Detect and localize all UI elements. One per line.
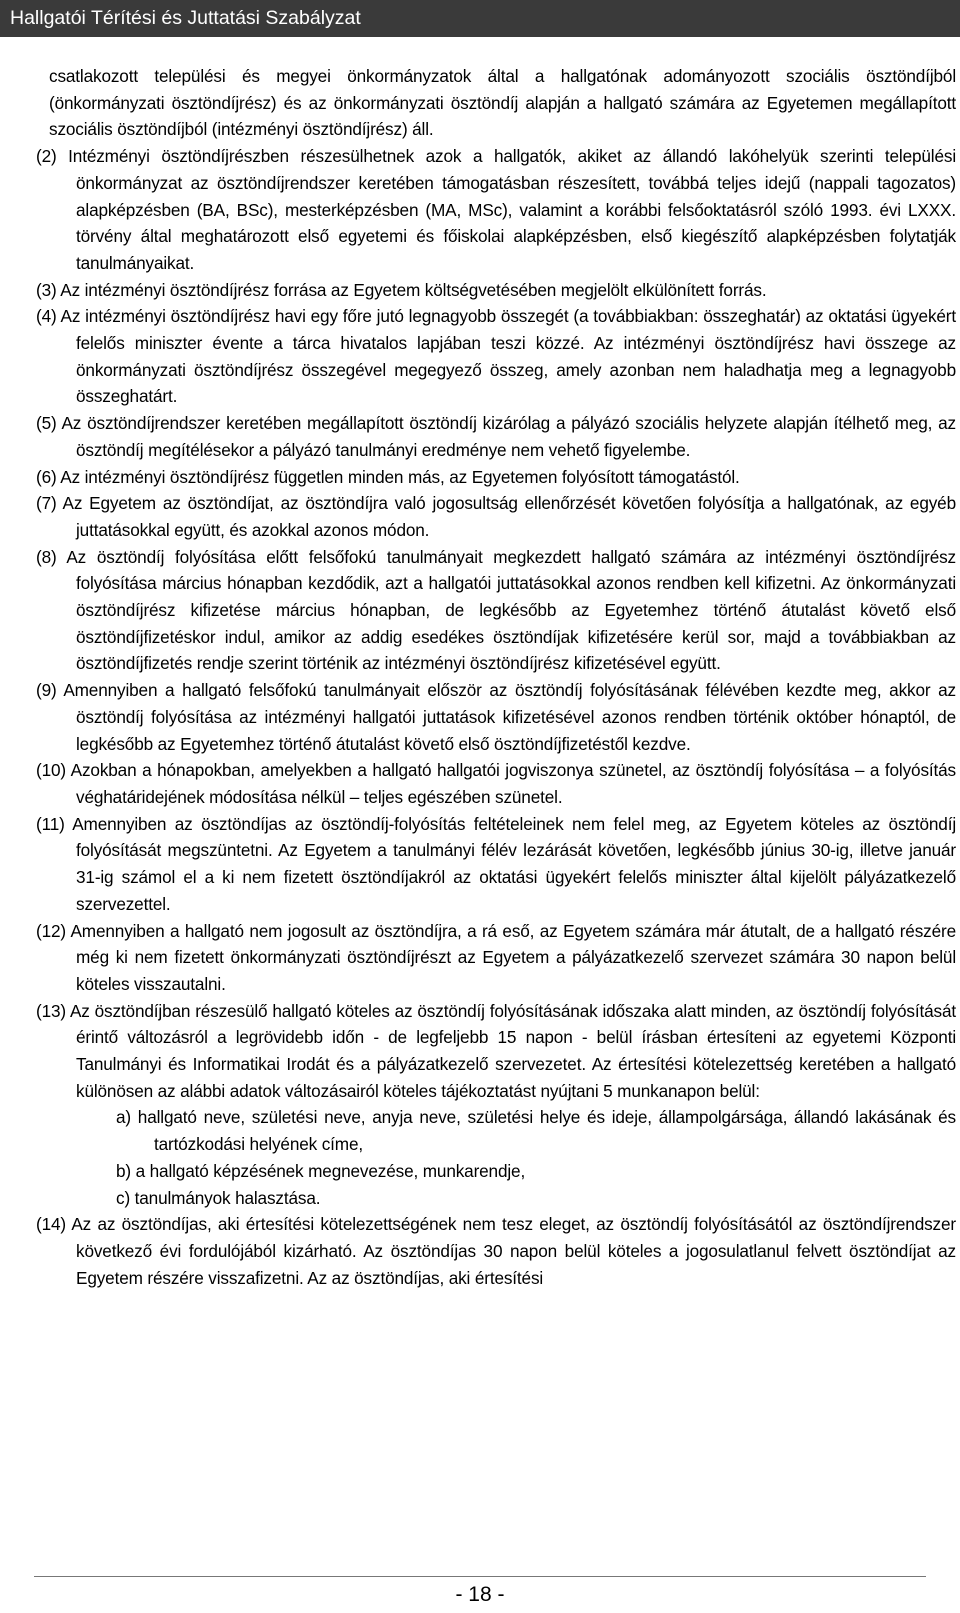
paragraph-number: (14) — [36, 1214, 66, 1235]
paragraph-number: (8) — [36, 546, 57, 567]
paragraph-8 — [36, 544, 956, 678]
page-number: - 18 - — [455, 1583, 505, 1606]
paragraph-7 — [36, 490, 956, 543]
paragraph-text: Az intézményi ösztöndíjrész forrása az Egyetem költségvetésében megjelölt elkülönített forrás. — [60, 279, 767, 300]
paragraph-text: Amennyiben a hallgató felsőfokú tanulmányait először az ösztöndíj folyósításának félévében kezdte meg, akkor az ösztöndíj folyósítása az intézményi hallgatói juttatások kifizetésével azonos rendben történik október hónaptól, de legkésőbb az Egyetemhez történő átutalást követő első ösztöndíjfizetéstől kezdve. — [63, 680, 956, 754]
paragraph-number: (11) — [36, 813, 65, 834]
paragraph-text: Az Egyetem az ösztöndíjat, az ösztöndíjra való jogosultság ellenőrzését követően folyósítja a hallgatónak, az egyéb juttatásokkal együtt, és azokkal azonos módon. — [62, 493, 956, 540]
paragraph-5 — [36, 410, 956, 463]
paragraph-4 — [36, 303, 956, 410]
paragraph-2 — [36, 143, 956, 277]
paragraph-number: (5) — [36, 413, 57, 434]
paragraph-number: (13) — [36, 1000, 66, 1021]
paragraph-text: Amennyiben az ösztöndíjas az ösztöndíj-folyósítás feltételeinek nem felel meg, az Egyetem köteles az ösztöndíj folyósítását megszüntetni. Az Egyetem a tanulmányi félév lezárását követően, legkésőbb június 30-ig, illetve január 31-ig számol el a ki nem fizetett ösztöndíjakról az oktatási ügyekért felelős miniszter által kijelölt pályázatkezelő szervezettel. — [72, 813, 956, 914]
paragraph-3 — [36, 277, 956, 304]
paragraph-text: Az intézményi ösztöndíjrész havi egy főre jutó legnagyobb összegét (a továbbiakban: összeghatár) az oktatási ügyekért felelős miniszter évente a tárca hivatalos lapjában teszi közzé. Az intézményi ösztöndíjrész havi összege az önkormányzati ösztöndíjrész összegével megegyező összeg, amely azonban nem haladhatja meg a legnagyobb összeghatárt. — [60, 306, 956, 407]
paragraph-11 — [36, 811, 956, 918]
document-header — [0, 0, 960, 37]
paragraph-9 — [36, 677, 956, 757]
paragraph-13 — [36, 998, 956, 1105]
paragraph-number: (6) — [36, 466, 57, 487]
paragraph-number: (12) — [36, 920, 66, 941]
paragraph-text: Az az ösztöndíjas, aki értesítési kötelezettségének nem tesz eleget, az ösztöndíj folyósításától az ösztöndíjrendszer következő évi fordulójából kizárható. Az ösztöndíjas 30 napon belül köteles a jogosulatlanul felvett ösztöndíjat az Egyetem részére visszafizetni. Az az ösztöndíjas, aki értesítési — [71, 1214, 956, 1288]
paragraph-6 — [36, 464, 956, 491]
subitem-a: a) hallgató neve, születési neve, anyja neve, születési helye és ideje, állampolgársága, állandó lakásának és tartózkodási helyének címe, — [116, 1107, 956, 1155]
lead-paragraph: csatlakozott települési és megyei önkormányzatok által a hallgatónak adományozott szociális ösztöndíjból (önkormányzati ösztöndíjrész) és az önkormányzati ösztöndíj alapján a hallgató számára az Egyetemen megállapított szociális ösztöndíjból (intézményi ösztöndíjrész) áll. — [49, 66, 956, 140]
paragraph-14 — [36, 1211, 956, 1291]
paragraph-text: Az ösztöndíjban részesülő hallgató köteles az ösztöndíj folyósításának időszaka alatt minden, az ösztöndíj folyósítását érintő változásról a legrövidebb időn - de legfeljebb 15 napon - belül írásban értesíteni az egyetemi Központi Tanulmányi és Informatikai Irodát és a pályázatkezelő szervezetet. Az értesítési kötelezettség keretében a hallgató különösen az alábbi adatok változásairól köteles tájékoztatást nyújtani 5 munkanapon belül: — [69, 1000, 956, 1101]
paragraph-number: (2) — [36, 146, 57, 167]
subitem-c: c) tanulmányok halasztása. — [116, 1187, 321, 1208]
footer-divider — [34, 1576, 926, 1577]
paragraph-text: Az ösztöndíjrendszer keretében megállapított ösztöndíj kizárólag a pályázó szociális helyzete alapján ítélhető meg, az ösztöndíj megítélésekor a pályázó tanulmányi eredménye nem vehető figyelembe. — [61, 413, 956, 460]
header-title: Hallgatói Térítési és Juttatási Szabályzat — [10, 7, 361, 29]
paragraph-12 — [36, 918, 956, 998]
page-footer — [0, 1572, 960, 1613]
paragraph-text: Amennyiben a hallgató nem jogosult az ösztöndíjra, a rá eső, az Egyetem számára már átutalt, de a hallgató részére még ki nem fizetett önkormányzati ösztöndíjrészt az Egyetem a pályázatkezelő szervezet számára 30 napon belül köteles visszautalni. — [70, 920, 956, 994]
paragraph-10 — [36, 757, 956, 810]
paragraph-number: (3) — [36, 279, 57, 300]
paragraph-number: (7) — [36, 493, 57, 514]
paragraph-number: (4) — [36, 306, 57, 327]
document-body — [36, 63, 956, 1291]
paragraph-text: Azokban a hónapokban, amelyekben a hallgató hallgatói jogviszonya szünetel, az ösztöndíj folyósítása – a folyósítás véghatáridejének módosítása nélkül – teljes egészében szünetel. — [70, 760, 956, 807]
paragraph-number: (9) — [36, 680, 57, 701]
paragraph-number: (10) — [36, 760, 66, 781]
paragraph-text: Az intézményi ösztöndíjrész független minden más, az Egyetemen folyósított támogatástól. — [60, 466, 740, 487]
paragraph-text: Az ösztöndíj folyósítása előtt felsőfokú tanulmányait megkezdett hallgató számára az intézményi ösztöndíjrész folyósítása március hónapban kezdődik, azt a hallgatói juttatásokkal azonos rendben kell kifizetni. Az önkormányzati ösztöndíjrész kifizetése március hónapban, de legkésőbb az Egyetemhez történő átutalást követő első ösztöndíjfizetéskor indul, amikor az addig esedékes ösztöndíjak kifizetésére kerül sor, majd a továbbiakban az ösztöndíjfizetés rendje szerint történik az intézményi ösztöndíjrész kifizetésével együtt. — [66, 546, 956, 674]
subitem-b: b) a hallgató képzésének megnevezése, munkarendje, — [116, 1160, 526, 1181]
paragraph-text: Intézményi ösztöndíjrészben részesülhetnek azok a hallgatók, akiket az állandó lakóhelyük szerinti települési önkormányzat az ösztöndíjrendszer keretében támogatásban részesített, továbbá teljes idejű (nappali tagozatos) alapképzésben (BA, BSc), mesterképzésben (MA, MSc), valamint a korábbi felsőoktatásról szóló 1993. évi LXXX. törvény által meghatározott első egyetemi és főiskolai alapképzésben, első kiegészítő alapképzésben folytatják tanulmányaikat. — [68, 146, 956, 273]
